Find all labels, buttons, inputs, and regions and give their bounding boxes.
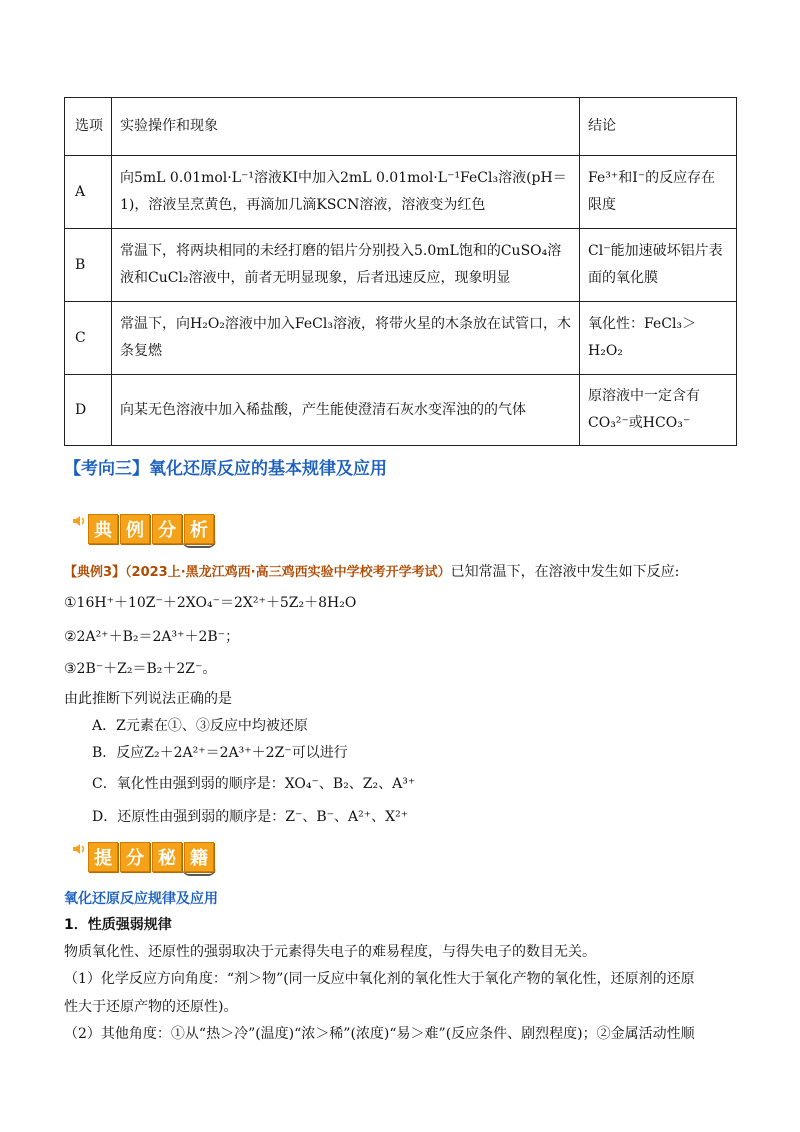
- row-operation: 向某无色溶液中加入稀盐酸，产生能使澄清石灰水变浑浊的的气体: [112, 375, 580, 446]
- table-row: [65, 156, 737, 229]
- banner-char: 籍: [184, 842, 214, 872]
- row-operation: 向5mL 0.01mol·L⁻¹溶液KI中加入2mL 0.01mol·L⁻¹FeCl₃溶液(pH＝1)，溶液呈烹黄色，再滴加几滴KSCN溶液，溶液变为红色: [112, 156, 580, 229]
- table-header-row: [65, 98, 737, 156]
- banner-char: 分: [120, 842, 150, 872]
- table-row: [65, 375, 737, 446]
- row-conclusion: Fe³⁺和I⁻的反应存在限度: [580, 156, 737, 229]
- header-operation: 实验操作和现象: [112, 98, 580, 156]
- banner-char: 分: [152, 514, 182, 544]
- header-option: 选项: [65, 98, 112, 156]
- example-intro: 已知常温下，在溶液中发生如下反应:: [450, 564, 680, 580]
- table-row: [65, 229, 737, 302]
- book-icon: [182, 540, 216, 548]
- tips-title: 氧化还原反应规律及应用: [64, 891, 218, 907]
- option-a: A．Z元素在①、③反应中均被还原: [92, 718, 308, 734]
- question-stem: 由此推断下列说法正确的是: [64, 691, 232, 707]
- tips-subhead: 1．性质强弱规律: [64, 917, 172, 933]
- reaction-2: ②2A²⁺＋B₂＝2A³⁺＋2B⁻；: [64, 629, 240, 645]
- row-operation: 常温下，向H₂O₂溶液中加入FeCl₃溶液，将带火星的木条放在试管口，木条复燃: [112, 302, 580, 375]
- tips-line: 性大于还原产物的还原性)。: [64, 999, 238, 1015]
- example-header-line: [64, 561, 679, 581]
- row-option: A: [65, 156, 112, 229]
- header-conclusion: 结论: [580, 98, 737, 156]
- speaker-icon: [72, 514, 86, 528]
- option-b: B．反应Z₂＋2A²⁺＝2A³⁺＋2Z⁻可以进行: [92, 745, 348, 761]
- speaker-icon: [72, 842, 86, 856]
- banner-char: 秘: [152, 842, 182, 872]
- reaction-1: ①16H⁺＋10Z⁻＋2XO₄⁻＝2X²⁺＋5Z₂＋8H₂O: [64, 595, 357, 611]
- tips-line: 物质氧化性、还原性的强弱取决于元素得失电子的难易程度，与得失电子的数目无关。: [64, 944, 596, 960]
- row-conclusion: 原溶液中一定含有CO₃²⁻或HCO₃⁻: [580, 375, 737, 446]
- tips-banner: [72, 838, 212, 878]
- banner-char: 提: [88, 842, 118, 872]
- banner-char: 例: [120, 514, 150, 544]
- row-option: C: [65, 302, 112, 375]
- row-operation: 常温下，将两块相同的未经打磨的铝片分别投入5.0mL饱和的CuSO₄溶液和CuCl₂溶液中，前者无明显现象，后者迅速反应，现象明显: [112, 229, 580, 302]
- option-c: C．氧化性由强到弱的顺序是：XO₄⁻、B₂、Z₂、A³⁺: [92, 776, 416, 792]
- row-option: D: [65, 375, 112, 446]
- section-title: 【考向三】氧化还原反应的基本规律及应用: [64, 459, 387, 479]
- experiment-table: [64, 97, 737, 446]
- row-conclusion: Cl⁻能加速破坏铝片表面的氧化膜: [580, 229, 737, 302]
- reaction-3: ③2B⁻＋Z₂＝B₂＋2Z⁻。: [64, 661, 217, 677]
- tips-line: （1）化学反应方向角度：“剂＞物”(同一反应中氧化剂的氧化性大于氧化产物的氧化性，还原剂的还原: [64, 971, 695, 987]
- table-row: [65, 302, 737, 375]
- row-conclusion: 氧化性：FeCl₃＞H₂O₂: [580, 302, 737, 375]
- example-head: 【典例3】（2023上·黑龙江鸡西·高三鸡西实验中学校考开学考试）: [64, 565, 451, 580]
- banner-char: 典: [88, 514, 118, 544]
- book-icon: [182, 868, 216, 876]
- banner-char: 析: [184, 514, 214, 544]
- tips-line: （2）其他角度：①从“热＞冷”(温度)“浓＞稀”(浓度)“易＞难”(反应条件、剧烈程度)；②金属活动性顺: [64, 1026, 695, 1042]
- option-d: D．还原性由强到弱的顺序是：Z⁻、B⁻、A²⁺、X²⁺: [92, 809, 409, 825]
- row-option: B: [65, 229, 112, 302]
- example-analysis-banner: [72, 510, 212, 550]
